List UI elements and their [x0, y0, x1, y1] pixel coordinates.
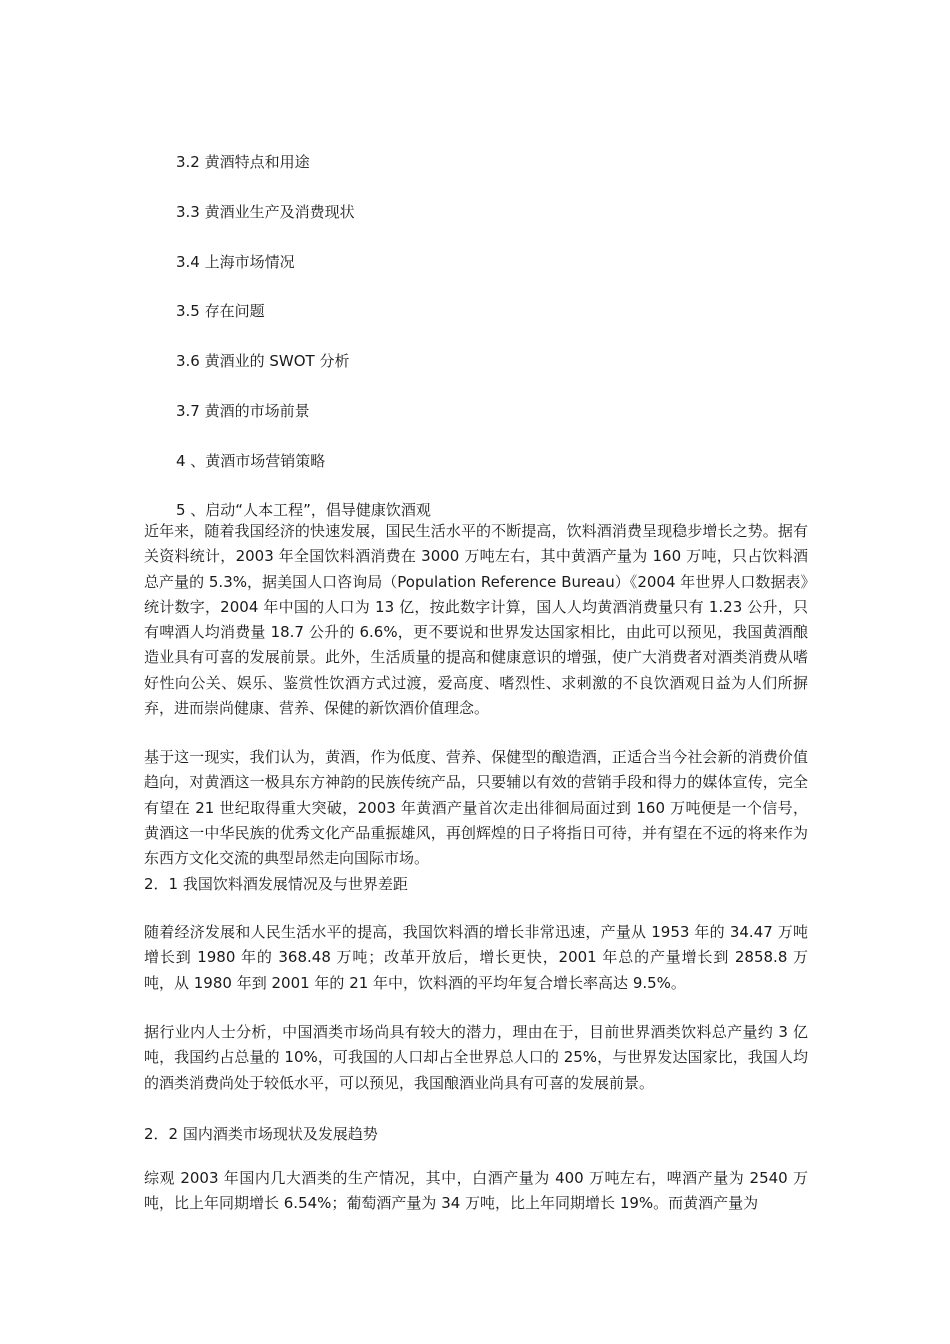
- toc-item-3-2: 3.2 黄酒特点和用途: [176, 153, 310, 171]
- paragraph-analysis: 据行业内人士分析，中国酒类市场尚具有较大的潜力，理由在于，目前世界酒类饮料总产量约 3 亿吨，我国约占总量的 10%，可我国的人口却占全世界总人口的 25%，与世界发达国家比，我国人均的酒类消费尚处于较低水平，可以预见，我国酿酒业尚具有可喜的发展前景。: [144, 1023, 808, 1092]
- toc-item-3-5: 3.5 存在问题: [176, 302, 265, 320]
- toc-item-3-4: 3.4 上海市场情况: [176, 253, 295, 271]
- paragraph-intro: 近年来，随着我国经济的快速发展，国民生活水平的不断提高，饮料酒消费呈现稳步增长之势。据有关资料统计，2003 年全国饮料酒消费在 3000 万吨左右，其中黄酒产量为 160 万吨，只占饮料酒总产量的 5.3%，据美国人口咨询局（Population Reference Bureau）《2004 年世界人口数据表》统计数字，2004 年中国的人口为 13 亿，按此数字计算，国人人均黄酒消费量只有 1.23 公升，只有啤酒人均消费量 18.7 公升的 6.6%，更不要说和世界发达国家相比，由此可以预见，我国黄酒酿造业具有可喜的发展前景。此外，生活质量的提高和健康意识的增强，使广大消费者对酒类消费从嗜好性向公关、娱乐、鉴赏性饮酒方式过渡，爱高度、嗜烈性、求刺激的不良饮酒观日益为人们所摒弃，进而崇尚健康、营养、保健的新饮酒价值理念。: [144, 522, 808, 718]
- paragraph-growth: 随着经济发展和人民生活水平的提高，我国饮料酒的增长非常迅速，产量从 1953 年的 34.47 万吨增长到 1980 年的 368.48 万吨；改革开放后，增长更快，2001 年总的产量增长到 2858.8 万吨，从 1980 年到 2001 年的 21 年中，饮料酒的平均年复合增长率高达 9.5%。: [144, 923, 808, 992]
- paragraph-overview: 综观 2003 年国内几大酒类的生产情况，其中，白酒产量为 400 万吨左右，啤酒产量为 2540 万吨，比上年同期增长 6.54%；葡萄酒产量为 34 万吨，比上年同期增长 19%。而黄酒产量为: [144, 1169, 808, 1213]
- toc-item-3-3: 3.3 黄酒业生产及消费现状: [176, 203, 355, 221]
- paragraph-reality: 基于这一现实，我们认为，黄酒，作为低度、营养、保健型的酿造酒，正适合当今社会新的消费价值趋向，对黄酒这一极具东方神韵的民族传统产品，只要辅以有效的营销手段和得力的媒体宣传，完全有望在 21 世纪取得重大突破，2003 年黄酒产量首次走出徘徊局面过到 160 万吨便是一个信号，黄酒这一中华民族的优秀文化产品重振雄风，再创辉煌的日子将指日可待，并有望在不远的将来作为东西方文化交流的典型昂然走向国际市场。: [144, 748, 808, 868]
- section-heading-2-1: 2．1 我国饮料酒发展情况及与世界差距: [144, 875, 408, 893]
- toc-item-3-6: 3.6 黄酒业的 SWOT 分析: [176, 352, 350, 370]
- toc-item-5: 5 、启动“人本工程”，倡导健康饮酒观: [176, 501, 431, 519]
- toc-item-4: 4 、黄酒市场营销策略: [176, 452, 326, 470]
- section-heading-2-2: 2．2 国内酒类市场现状及发展趋势: [144, 1125, 378, 1143]
- toc-item-3-7: 3.7 黄酒的市场前景: [176, 402, 310, 420]
